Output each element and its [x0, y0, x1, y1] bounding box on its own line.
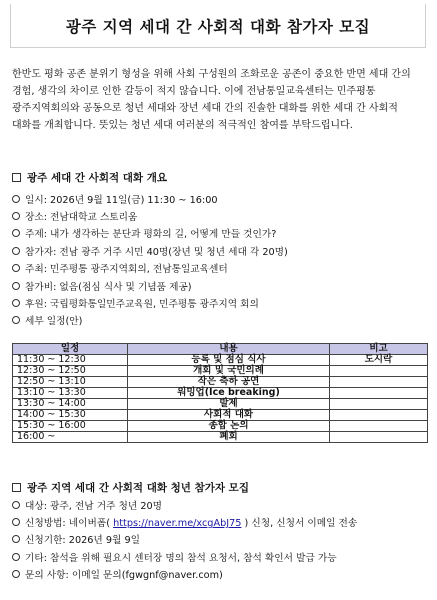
table-row	[13, 432, 428, 443]
recruit-etc: 기타: 참석을 위해 필요시 센터장 명의 참석 요청서, 참석 확인서 발급 가능	[25, 552, 337, 564]
schedule-cell-time: 13:30 ~ 14:00	[13, 399, 128, 410]
schedule-cell-note	[330, 377, 428, 388]
list-item	[12, 260, 427, 277]
overview-item-text: 후원: 국립평화통일민주교육원, 민주평통 광주지역 회의	[25, 299, 259, 311]
schedule-cell-note	[330, 366, 428, 377]
table-row	[13, 388, 428, 399]
intro-paragraph: 한반도 평화 공존 분위기 형성을 위해 사회 구성원의 조화로운 공존이 중요한 반면 세대 간의 경험, 생각의 차이로 인한 갈등이 적지 않습니다. 이에 전남통일교육센터는 민주평통 광주지역회의와 공동으로 청년 세대와 장년 세대 간의 진솔한 대화를 위한 세대 간 사회적 대화를 개최합니다. 뜻있는 청년 세대 여러분의 적극적인 참여를 부탁드립니다.	[12, 69, 411, 131]
table-row	[13, 410, 428, 421]
schedule-cell-time: 11:30 ~ 12:30	[13, 355, 128, 366]
list-item	[12, 277, 427, 294]
circle-bullet-icon	[12, 518, 20, 526]
circle-bullet-icon	[12, 247, 20, 255]
recruit-method-prefix: 신청방법: 네이버폼(	[25, 518, 110, 530]
table-row	[13, 399, 428, 410]
recruit-list	[12, 496, 427, 583]
circle-bullet-icon	[12, 501, 20, 509]
schedule-cell-time: 16:00 ~	[13, 432, 128, 443]
schedule-cell-content: 작은 축하 공연	[128, 377, 330, 388]
recruit-heading-text: 광주 지역 세대 간 사회적 대화 청년 참가자 모집	[27, 482, 249, 494]
circle-bullet-icon	[12, 553, 20, 561]
list-item	[12, 513, 427, 530]
schedule-cell-note	[330, 388, 428, 399]
schedule-cell-time: 13:10 ~ 13:30	[13, 388, 128, 399]
schedule-cell-content: 사회적 대화	[128, 410, 330, 421]
overview-item-text: 주제: 내가 생각하는 분단과 평화의 길, 어떻게 만들 것인가?	[25, 229, 277, 241]
schedule-cell-note	[330, 399, 428, 410]
overview-heading-text: 광주 세대 간 사회적 대화 개요	[27, 172, 167, 184]
recruit-target: 대상: 광주, 전남 거주 청년 20명	[25, 500, 163, 512]
recruit-contact: 문의 사항: 이메일 문의(fgwgnf@naver.com)	[25, 570, 223, 582]
title-box	[10, 4, 426, 48]
schedule-cell-note	[330, 410, 428, 421]
schedule-cell-time: 12:30 ~ 12:50	[13, 366, 128, 377]
schedule-cell-note: 도시락	[330, 355, 428, 366]
list-item	[12, 548, 427, 565]
overview-item-text: 장소: 전남대학교 스토리움	[25, 212, 138, 224]
overview-item-text: 참가비: 없음(점심 식사 및 기념품 제공)	[25, 281, 192, 293]
schedule-cell-content: 등록 및 점심 식사	[128, 355, 330, 366]
circle-bullet-icon	[12, 264, 20, 272]
schedule-cell-note	[330, 432, 428, 443]
table-row	[13, 366, 428, 377]
list-item	[12, 190, 427, 207]
list-item	[12, 566, 427, 583]
table-row	[13, 377, 428, 388]
table-row	[13, 355, 428, 366]
circle-bullet-icon	[12, 212, 20, 220]
circle-bullet-icon	[12, 316, 20, 324]
list-item	[12, 496, 427, 513]
overview-heading	[12, 170, 167, 185]
recruit-method-suffix: ) 신청, 신청서 이메일 전송	[244, 518, 358, 530]
overview-item-text: 일시: 2026년 9월 11일(금) 11:30 ~ 16:00	[25, 194, 218, 206]
schedule-cell-content: 워밍업(Ice breaking)	[128, 388, 330, 399]
schedule-header-content: 내용	[128, 344, 330, 355]
circle-bullet-icon	[12, 570, 20, 578]
list-item	[12, 207, 427, 224]
list-item	[12, 312, 427, 329]
checkbox-square-icon	[12, 173, 21, 182]
overview-item-text: 세부 일정(안)	[25, 316, 83, 328]
schedule-cell-time: 14:00 ~ 15:30	[13, 410, 128, 421]
list-item	[12, 294, 427, 311]
schedule-cell-time: 12:50 ~ 13:10	[13, 377, 128, 388]
schedule-cell-content: 종합 논의	[128, 421, 330, 432]
recruit-heading	[12, 480, 249, 495]
schedule-header-time: 일정	[13, 344, 128, 355]
circle-bullet-icon	[12, 282, 20, 290]
circle-bullet-icon	[12, 229, 20, 237]
schedule-header-row	[13, 344, 428, 355]
list-item	[12, 242, 427, 259]
schedule-table	[12, 343, 428, 443]
overview-list	[12, 190, 427, 329]
circle-bullet-icon	[12, 195, 20, 203]
circle-bullet-icon	[12, 299, 20, 307]
schedule-cell-content: 폐회	[128, 432, 330, 443]
list-item	[12, 531, 427, 548]
overview-item-text: 주최: 민주평통 광주지역회의, 전남통일교육센터	[25, 264, 228, 276]
schedule-header-note: 비고	[330, 344, 428, 355]
schedule-cell-content: 발제	[128, 399, 330, 410]
checkbox-square-icon	[12, 483, 21, 492]
recruit-method	[25, 515, 357, 529]
table-row	[13, 421, 428, 432]
circle-bullet-icon	[12, 535, 20, 543]
overview-item-text: 참가자: 전남 광주 거주 시민 40명(장년 및 청년 세대 각 20명)	[25, 246, 288, 258]
recruit-deadline: 신청기한: 2026년 9월 9일	[25, 535, 140, 547]
schedule-cell-time: 15:30 ~ 16:00	[13, 421, 128, 432]
page-title: 광주 지역 세대 간 사회적 대화 참가자 모집	[65, 17, 371, 36]
schedule-cell-content: 개회 및 국민의례	[128, 366, 330, 377]
signup-form-link[interactable]: https://naver.me/xcgAbJ75	[113, 518, 242, 530]
schedule-cell-note	[330, 421, 428, 432]
list-item	[12, 225, 427, 242]
